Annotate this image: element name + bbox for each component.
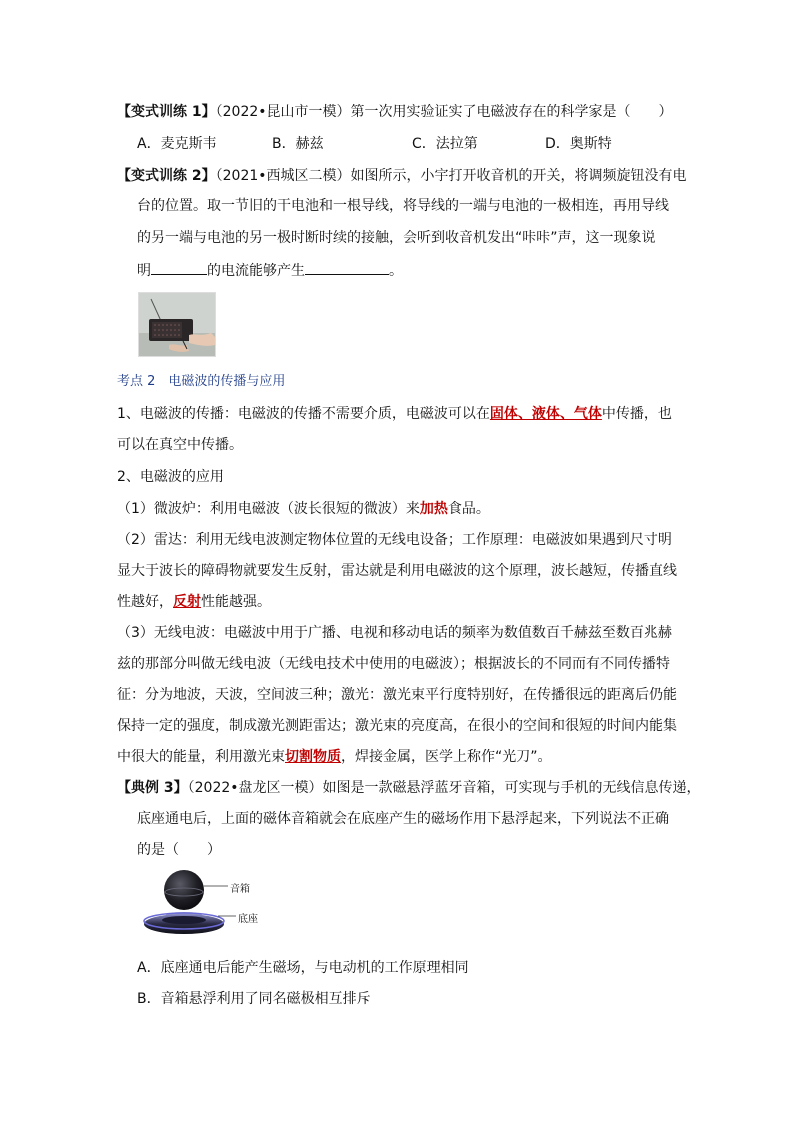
q2-text-4a: 明 bbox=[137, 263, 151, 279]
radar-highlight: 反射 bbox=[173, 594, 201, 610]
q2-text-4b: 的电流能够产生 bbox=[207, 263, 305, 279]
q2-blank-1[interactable] bbox=[151, 260, 207, 275]
q1-stem-line bbox=[117, 102, 673, 122]
q1-source: （2022•昆山市一模） bbox=[215, 104, 351, 120]
section-heading: 考点 2 电磁波的传播与应用 bbox=[117, 374, 286, 389]
q1-option-c: C．法拉第 bbox=[412, 136, 478, 152]
speaker-label: 音箱 bbox=[230, 884, 250, 895]
q1-stem: 第一次用实验证实了电磁波存在的科学家是（ ） bbox=[350, 104, 673, 120]
radar-line-1: （2）雷达：利用无线电波测定物体位置的无线电设备；工作原理：电磁波如果遇到尺寸明 bbox=[117, 532, 672, 548]
radio-wave-line-5 bbox=[117, 747, 552, 767]
q2-line-2: 台的位置。取一节旧的干电池和一根导线，将导线的一端与电池的一极相连，再用导线 bbox=[137, 198, 669, 214]
radio-wave-line-1: （3）无线电波：电磁波中用于广播、电视和移动电话的频率为数值数百千赫兹至数百兆赫 bbox=[117, 625, 672, 641]
q2-line-1 bbox=[117, 166, 687, 186]
q3-line-1 bbox=[117, 778, 701, 798]
propagation-text-b: 中传播，也 bbox=[601, 406, 672, 422]
radio-wave-highlight: 切割物质 bbox=[285, 749, 341, 765]
q2-line-4 bbox=[137, 260, 403, 281]
propagation-highlight: 固体、液体、气体 bbox=[489, 406, 602, 422]
q3-option-a: A．底座通电后能产生磁场，与电动机的工作原理相同 bbox=[137, 960, 469, 976]
radar-text-b: 性能越强。 bbox=[201, 594, 271, 610]
radio-wave-text-b: ，焊接金属，医学上称作“光刀”。 bbox=[341, 749, 552, 765]
radio-wave-line-2: 兹的那部分叫做无线电波（无线电技术中使用的电磁波）；根据波长的不同而有不同传播特 bbox=[117, 656, 670, 672]
q1-option-a: A．麦克斯韦 bbox=[137, 136, 217, 152]
radar-line-3 bbox=[117, 592, 271, 612]
radio-wave-line-4: 保持一定的强度，制成激光测距雷达；激光束的亮度高，在很小的空间和很短的时间内能集 bbox=[117, 718, 677, 734]
microwave-text-b: 食品。 bbox=[447, 501, 490, 517]
applications-heading: 2、电磁波的应用 bbox=[117, 469, 224, 485]
q2-text-1: 如图所示，小宇打开收音机的开关，将调频旋钮没有电 bbox=[350, 168, 687, 184]
microwave-line bbox=[117, 499, 490, 519]
q3-option-b: B．音箱悬浮利用了同名磁极相互排斥 bbox=[137, 991, 371, 1007]
propagation-text-a: 1、电磁波的传播：电磁波的传播不需要介质，电磁波可以在 bbox=[117, 406, 490, 422]
q3-text-1: 如图是一款磁悬浮蓝牙音箱，可实现与手机的无线信息传递， bbox=[322, 780, 701, 796]
propagation-line-1 bbox=[117, 404, 672, 424]
propagation-line-2: 可以在真空中传播。 bbox=[117, 437, 243, 453]
base-label: 底座 bbox=[238, 914, 258, 925]
q3-source: （2022•盘龙区一模） bbox=[187, 780, 323, 796]
speaker-figure bbox=[142, 866, 292, 946]
microwave-text-a: （1）微波炉：利用电磁波（波长很短的微波）来 bbox=[117, 501, 420, 517]
q2-blank-2[interactable] bbox=[305, 260, 389, 275]
radar-line-2: 显大于波长的障碍物就要发生反射，雷达就是利用电磁波的这个原理，波长越短，传播直线 bbox=[117, 563, 677, 579]
q2-source: （2021•西城区二模） bbox=[215, 168, 351, 184]
microwave-highlight: 加热 bbox=[419, 501, 448, 517]
q1-tag: 【变式训练 1】 bbox=[117, 104, 216, 120]
q1-option-b: B．赫兹 bbox=[272, 136, 324, 152]
q2-text-4c: 。 bbox=[389, 263, 403, 279]
radio-photo bbox=[138, 292, 216, 357]
q2-line-3: 的另一端与电池的另一极时断时续的接触，会听到收音机发出“咔咔”声，这一现象说 bbox=[137, 230, 656, 246]
q2-tag: 【变式训练 2】 bbox=[117, 168, 216, 184]
q3-tag: 【典例 3】 bbox=[117, 780, 188, 796]
q3-line-3: 的是（ ） bbox=[137, 842, 221, 858]
q3-line-2: 底座通电后，上面的磁体音箱就会在底座产生的磁场作用下悬浮起来，下列说法不正确 bbox=[137, 811, 669, 827]
radio-wave-text-a: 中很大的能量，利用激光束 bbox=[117, 749, 285, 765]
radar-text-a: 性越好， bbox=[117, 594, 173, 610]
q1-option-d: D．奥斯特 bbox=[545, 136, 612, 152]
radio-wave-line-3: 征：分为地波，天波，空间波三种；激光：激光束平行度特别好，在传播很远的距离后仍能 bbox=[117, 687, 677, 703]
